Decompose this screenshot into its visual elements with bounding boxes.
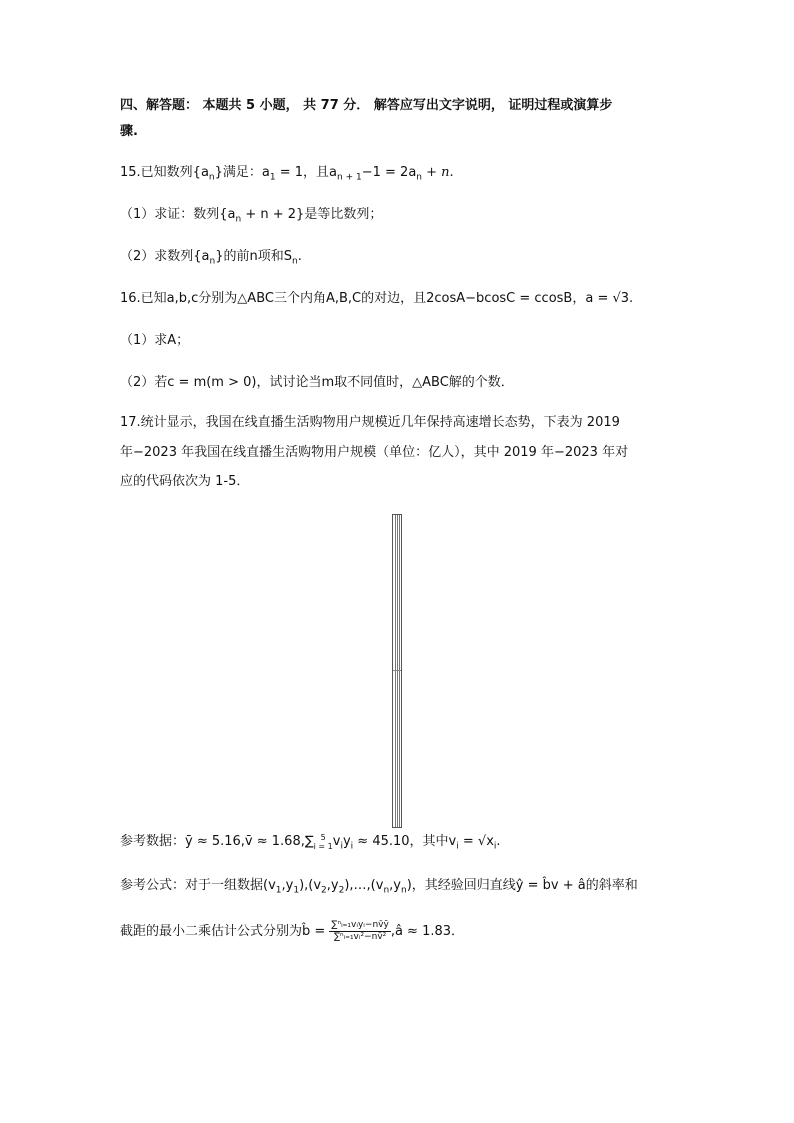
q15-sub: n <box>208 172 215 183</box>
ref-data-text: y <box>342 834 351 849</box>
ref-data-text: . <box>496 834 501 849</box>
ref-sub: n <box>401 885 407 896</box>
ref-formula-text: ,y <box>281 878 294 893</box>
q17-line2 <box>120 443 628 463</box>
q15-part2 <box>120 247 302 272</box>
ref-sub: 2 <box>338 885 345 896</box>
q15-part2-sub: n <box>209 256 216 267</box>
q16-stem <box>120 289 633 309</box>
ref-data-text: 参考数据：ȳ ≈ 5.16,v̄ ≈ 1.68,∑ <box>120 834 314 849</box>
ref-sub: n <box>383 885 390 896</box>
q15-part2-text: }的前n项和S <box>215 249 292 264</box>
q16-part1 <box>120 331 189 351</box>
section-header-cont <box>120 122 138 142</box>
q15-text: −1 = 2a <box>361 165 417 180</box>
table-rule <box>397 515 398 827</box>
ref-formula-text: ,â ≈ 1.83． <box>390 924 465 939</box>
ref-data-text: ≈ 45.10，其中v <box>353 834 457 849</box>
ref-data-text: = √x <box>458 834 494 849</box>
q15-text: }满足：a <box>214 165 270 180</box>
q16-text: 16.已知a,b,c分别为△ABC三个内角A,B,C的对边，且2cosA−bcosC = ccosB，a = √3. <box>120 291 634 306</box>
ref-sub: 2 <box>321 885 327 896</box>
slope-fraction <box>329 920 390 943</box>
ref-formula-text: 参考公式：对于一组数据(v <box>120 878 276 893</box>
table-rule <box>399 515 400 827</box>
q17-line3 <box>120 472 249 492</box>
q17-text: 应的代码依次为 1-5． <box>120 474 250 489</box>
reference-formula-line2 <box>120 918 464 946</box>
ref-sub: i <box>493 841 497 852</box>
reference-data <box>120 832 501 857</box>
q15-part1-sub: n <box>235 214 242 225</box>
section-header-line2: 骤. <box>120 124 138 139</box>
q15-part2-sub: n <box>292 256 298 267</box>
sum-limits <box>314 833 333 851</box>
q15-text: + n. <box>422 165 454 180</box>
ref-sub: i <box>350 841 354 852</box>
ref-formula-text: )，其经验回归直线ŷ = b̂v + â的斜率和 <box>406 878 638 893</box>
q15-stem <box>120 163 454 188</box>
ref-formula-text: ),(v <box>299 878 322 893</box>
q17-text: 17.统计显示，我国在线直播生活购物用户规模近几年保持高速增长态势，下表为 2019 <box>120 415 620 430</box>
q15-text: 15.已知数列{a <box>120 165 209 180</box>
fraction-denominator: ∑ⁿᵢ₌₁vᵢ²−nv̄² <box>333 932 387 942</box>
q16-part1-text: （1）求A； <box>120 333 190 348</box>
fraction-numerator: ∑ⁿᵢ₌₁vᵢyᵢ−nv̄ȳ <box>331 920 389 930</box>
q15-part2-text: （2）求数列{a <box>120 249 210 264</box>
q15-sub: n <box>416 172 423 183</box>
q15-part1 <box>120 205 382 230</box>
q15-part1-text: （1）求证：数列{a <box>120 207 236 222</box>
q16-part2 <box>120 373 514 393</box>
ref-formula-text: ,y <box>326 878 339 893</box>
ref-sub: i <box>456 841 459 852</box>
table-rule <box>395 515 396 827</box>
ref-formula-text: 截距的最小二乘估计公式分别为b̂ = <box>120 924 330 939</box>
sum-lower: i = 1 <box>313 841 333 851</box>
table-rule <box>393 670 401 671</box>
ref-sub: 1 <box>293 885 300 896</box>
ref-sub: 1 <box>275 885 282 896</box>
sum-upper: 5 <box>320 832 326 842</box>
q17-line1 <box>120 413 620 433</box>
ref-formula-text: ,y <box>389 878 401 893</box>
q15-sub: 1 <box>269 172 276 183</box>
ref-formula-text: ),…,(v <box>344 878 384 893</box>
q15-text: = 1，且a <box>275 165 338 180</box>
data-table-collapsed <box>392 514 402 828</box>
ref-data-text: v <box>332 834 341 849</box>
reference-formula-line1 <box>120 876 638 901</box>
q15-part2-text: . <box>297 249 302 264</box>
section-header-line1: 四、解答题： 本题共 5 小题， 共 77 分． 解答应写出文字说明， 证明过程或演算步 <box>120 98 613 113</box>
section-header <box>120 96 612 116</box>
ref-sub: i <box>340 841 343 852</box>
q15-part1-text: + n + 2}是等比数列； <box>241 207 383 222</box>
q15-sub: n + 1 <box>337 172 362 183</box>
q17-text: 年−2023 年我国在线直播生活购物用户规模（单位：亿人），其中 2019 年−2023 年对 <box>120 445 629 460</box>
q16-part2-text: （2）若c = m(m > 0)，试讨论当m取不同值时，△ABC解的个数． <box>120 375 514 390</box>
